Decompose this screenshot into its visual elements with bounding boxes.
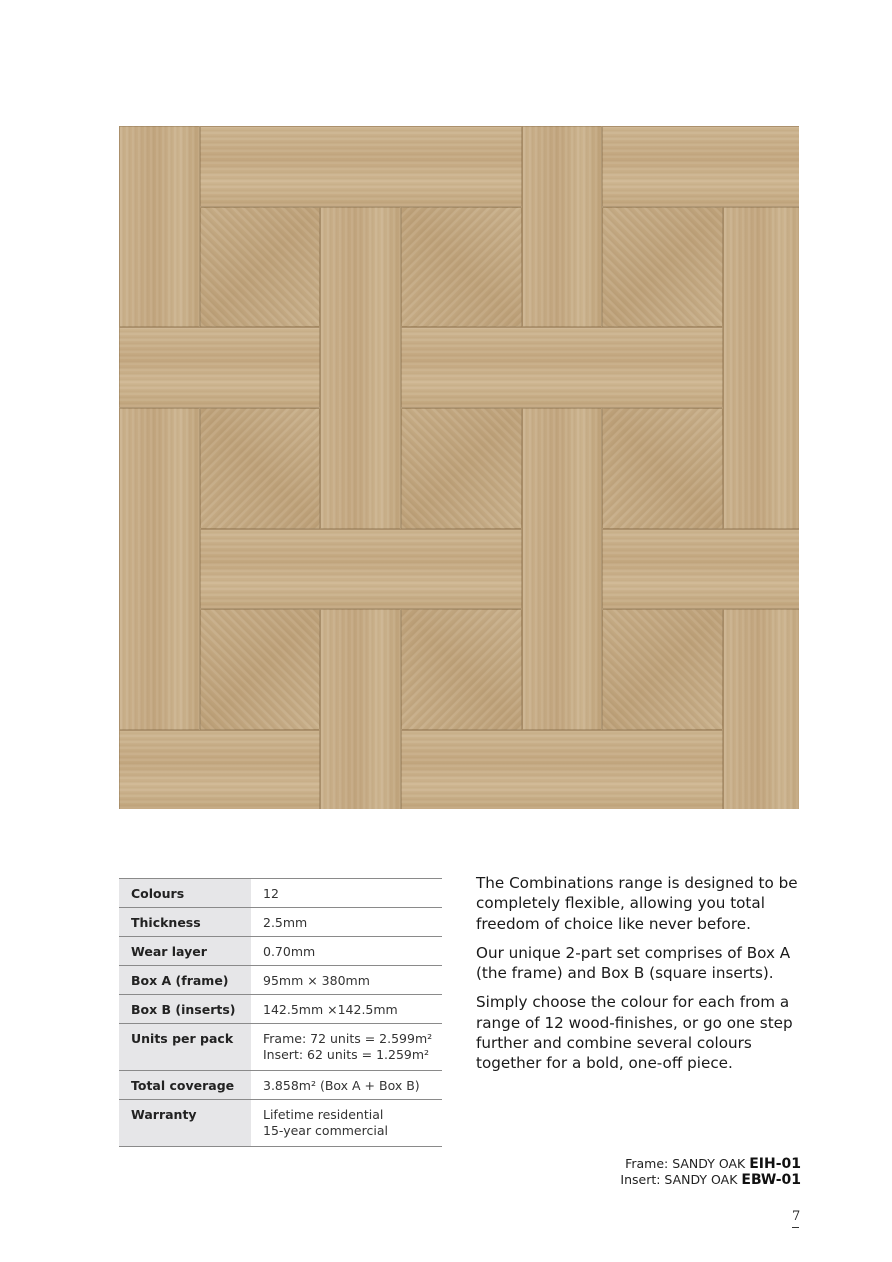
spec-label: Units per pack — [119, 1024, 251, 1071]
insert-label: Insert: SANDY OAK — [620, 1172, 738, 1187]
spec-value — [251, 1100, 442, 1147]
floor-plank — [602, 609, 723, 730]
description-paragraph: Our unique 2-part set comprises of Box A (the frame) and Box B (square inserts). — [476, 943, 791, 983]
spec-value-line: Frame: 72 units = 2.599m² — [263, 1031, 433, 1046]
frame-label: Frame: SANDY OAK — [625, 1156, 746, 1171]
floor-plank — [320, 207, 401, 529]
description — [476, 873, 806, 1083]
spec-row — [119, 908, 442, 937]
floor-plank — [401, 408, 522, 529]
insert-caption — [620, 1172, 801, 1188]
page-number-underline — [792, 1227, 799, 1228]
spec-row — [119, 966, 442, 995]
spec-row — [119, 1024, 442, 1071]
spec-row — [119, 879, 442, 908]
spec-row — [119, 995, 442, 1024]
frame-caption — [620, 1156, 801, 1172]
spec-table — [119, 878, 442, 1147]
insert-code: EBW-01 — [741, 1172, 801, 1188]
spec-row — [119, 1100, 442, 1147]
floor-plank — [723, 609, 799, 809]
spec-value-line: Insert: 62 units = 1.259m² — [263, 1047, 430, 1062]
floor-plank — [401, 327, 723, 408]
floor-plank — [401, 207, 522, 328]
floor-plank — [401, 730, 723, 809]
spec-label: Warranty — [119, 1100, 251, 1147]
floor-plank — [119, 730, 320, 809]
spec-value — [251, 1024, 442, 1071]
floor-plank — [602, 408, 723, 529]
floor-plank — [119, 126, 200, 327]
floor-plank — [401, 609, 522, 730]
spec-value-line: 15-year commercial — [263, 1123, 388, 1138]
floor-plank — [602, 529, 799, 610]
floor-plank — [200, 408, 321, 529]
frame-code: EIH-01 — [749, 1156, 801, 1172]
floor-pattern-image — [119, 126, 799, 809]
spec-value: 95mm × 380mm — [251, 966, 442, 995]
spec-label: Box B (inserts) — [119, 995, 251, 1024]
floor-plank — [119, 327, 320, 408]
spec-value: 2.5mm — [251, 908, 442, 937]
spec-label: Total coverage — [119, 1071, 251, 1100]
spec-row — [119, 937, 442, 966]
spec-label: Thickness — [119, 908, 251, 937]
floor-plank — [602, 126, 799, 207]
page-number: 7 — [792, 1209, 801, 1224]
floor-plank — [200, 529, 522, 610]
spec-value: 142.5mm ×142.5mm — [251, 995, 442, 1024]
spec-label: Wear layer — [119, 937, 251, 966]
floor-plank — [723, 207, 799, 529]
description-paragraph: The Combinations range is designed to be completely flexible, allowing you total freedom of choice like never before. — [476, 874, 798, 933]
spec-row — [119, 1071, 442, 1100]
spec-value-line: Lifetime residential — [263, 1107, 384, 1122]
floor-plank — [200, 609, 321, 730]
spec-label: Box A (frame) — [119, 966, 251, 995]
description-paragraph: Simply choose the colour for each from a range of 12 wood-finishes, or go one step further and combine several colours together for a bold, one-off piece. — [476, 993, 793, 1073]
floor-plank — [522, 408, 603, 730]
spec-label: Colours — [119, 879, 251, 908]
floor-plank — [320, 609, 401, 809]
product-caption — [620, 1156, 801, 1188]
floor-plank — [119, 408, 200, 730]
floor-plank — [200, 207, 321, 328]
spec-value: 12 — [251, 879, 442, 908]
floor-plank — [602, 207, 723, 328]
spec-value: 3.858m² (Box A + Box B) — [251, 1071, 442, 1100]
spec-value: 0.70mm — [251, 937, 442, 966]
floor-plank — [522, 126, 603, 327]
floor-plank — [200, 126, 522, 207]
